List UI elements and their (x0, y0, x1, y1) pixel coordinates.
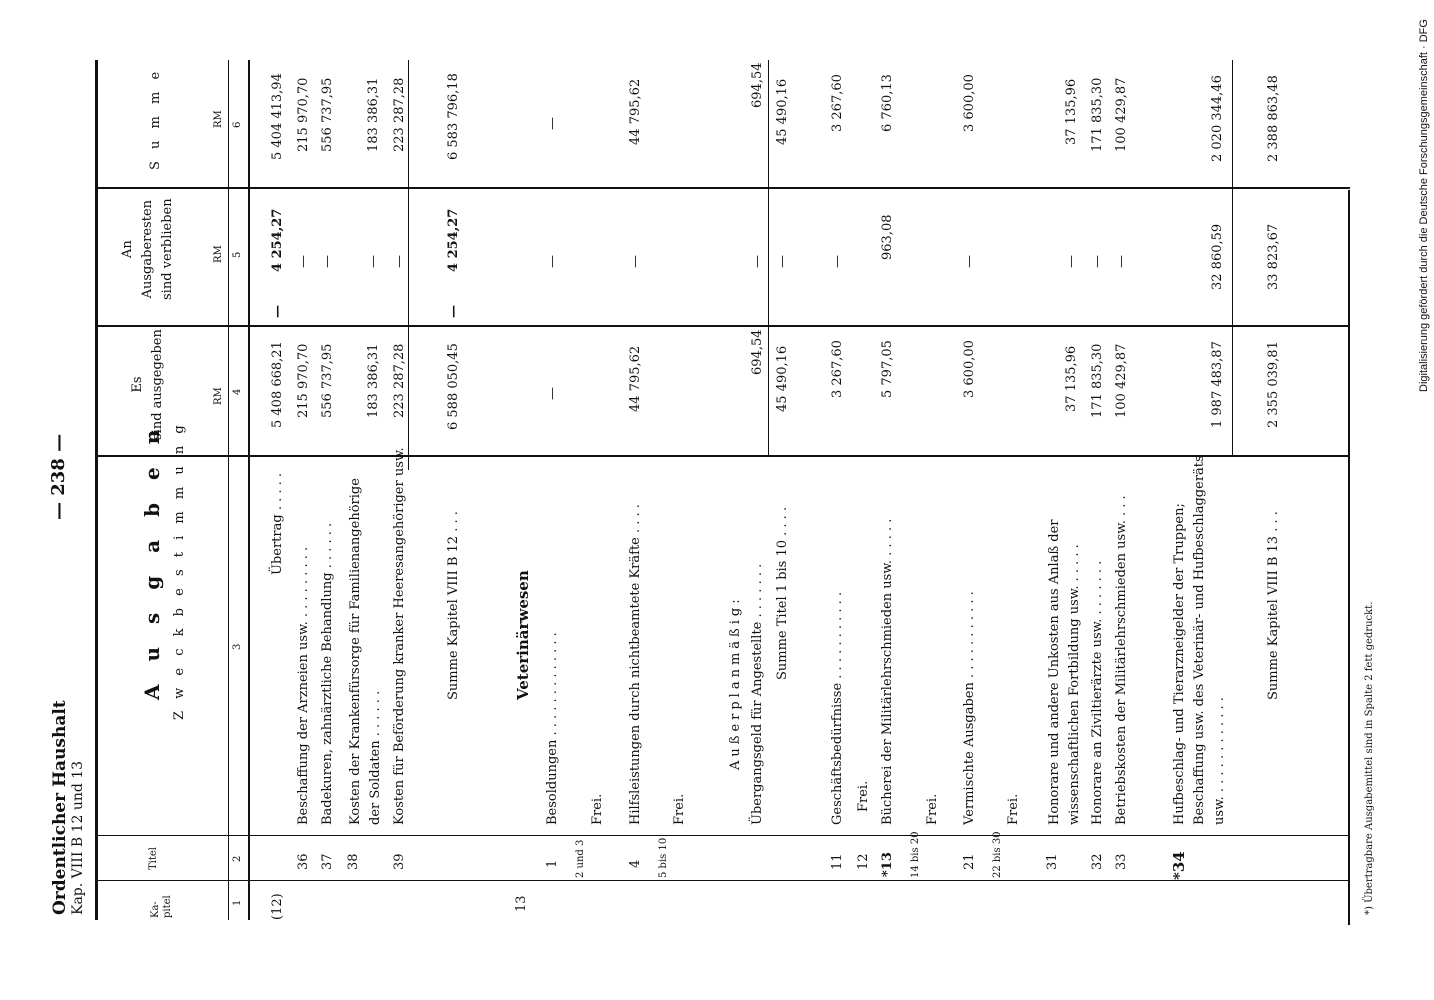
colnum-6: 6 (232, 121, 243, 128)
row-text: Vermischte Ausgaben . . . . . . . . . . . (962, 591, 977, 825)
row-c5: — (775, 255, 790, 268)
row-c4: 556 737,95 (320, 343, 335, 418)
row-c5: — (830, 255, 845, 268)
row-c4: 183 386,31 (366, 343, 381, 418)
row-text: Kosten für Beförderung kranker Heeresangehöriger usw. (392, 447, 407, 825)
row-c5: — (628, 255, 643, 268)
row-text: Beschaffung der Arzneien usw. . . . . . . . . . (296, 546, 311, 825)
digitization-note: Digitalisierung gefördert durch die Deutsche Forschungsgemeinschaft · DFG (1418, 19, 1430, 392)
row-c4: 45 490,16 (775, 345, 790, 412)
row-c6: 100 429,87 (1114, 77, 1129, 152)
row-c6: 6 583 796,18 (446, 73, 461, 160)
row-c4: 1 987 483,87 (1210, 341, 1225, 428)
footnote: *) Übertragbare Ausgabemittel sind in Spalte 2 fett gedruckt. (1364, 601, 1375, 915)
row-c5: — (392, 255, 407, 268)
row-c6: 171 835,30 (1090, 77, 1105, 152)
table-bottom-border (1348, 190, 1350, 925)
row-text: Bücherei der Militärlehrschmieden usw. . . . . . (880, 518, 895, 825)
row-text: Übergangsgeld für Angestellte . . . . . . . (750, 563, 765, 825)
row-c4: 5 408 668,21 (270, 341, 285, 428)
header-separator (248, 60, 250, 920)
sum-line-titel (768, 60, 769, 455)
row-c5: — (320, 255, 335, 268)
row-text: Übertrag . . . . . (270, 472, 285, 575)
row-c4: 44 795,62 (628, 345, 643, 412)
row-titel: 36 (296, 853, 311, 870)
row-c5: 4 254,27 (446, 208, 461, 272)
row-text: Summe Kapitel VIII B 13 . . . (1266, 511, 1281, 700)
row-titel: 5 bis 10 (658, 837, 669, 878)
unit-c5: RM (213, 245, 224, 263)
row-c6: 556 737,95 (320, 77, 335, 152)
row-c6: 44 795,62 (628, 78, 643, 145)
section-heading: Veterinärwesen (514, 570, 532, 700)
row-text: Honorare an Ziviltierärzte usw. . . . . . . . (1090, 560, 1105, 825)
row-titel: 38 (346, 853, 361, 870)
row-c6: 37 135,96 (1064, 78, 1079, 145)
row-text: Besoldungen . . . . . . . . . . . . . (545, 632, 560, 825)
row-text: Hilfsleistungen durch nichtbeamtete Kräfte . . . . (628, 504, 643, 825)
row-c5: — (1090, 255, 1105, 268)
row-c6: 694,54 (750, 62, 765, 108)
row-titel: 14 bis 20 (910, 831, 921, 878)
row-c4: 215 970,70 (296, 343, 311, 418)
row-titel: 22 bis 30 (992, 831, 1003, 878)
row-titel: 11 (830, 853, 845, 870)
col-header-kapitel: Ka- pitel (150, 895, 173, 918)
row-c4: 5 797,05 (880, 340, 895, 398)
row-c5: 963,08 (880, 214, 895, 260)
row-c6: 45 490,16 (775, 78, 790, 145)
row-text: Betriebskosten der Militärlehrschmieden usw. . . . (1114, 495, 1129, 825)
col-header-ausgegeben: Es sind ausgegeben (130, 329, 165, 440)
subsection-heading: Außerplanmäßig: (728, 595, 743, 770)
row-c5: 33 823,67 (1266, 223, 1281, 290)
row-c6: 3 267,60 (830, 74, 845, 132)
row-c6: 215 970,70 (296, 77, 311, 152)
row-titel: 2 und 3 (575, 839, 586, 878)
row-c6: 2 020 344,46 (1210, 75, 1225, 162)
row-text: Kosten der Krankenfürsorge für Familienangehörige der Soldaten . . . . . . (348, 478, 383, 825)
sum-line-12 (408, 60, 409, 470)
row-kapitel: (12) (270, 893, 285, 920)
row-c6: — (545, 117, 560, 130)
row-c6: 5 404 413,94 (270, 73, 285, 160)
row-c4: 171 835,30 (1090, 343, 1105, 418)
row-text: Honorare und andere Unkosten aus Anlaß der wissenschaftlichen Fortbildung usw. . . . . . (1047, 519, 1082, 825)
header-num-separator (228, 60, 229, 920)
row-c4: — (545, 387, 560, 400)
sum-line-13 (1232, 60, 1233, 455)
row-c4: 6 588 050,45 (446, 343, 461, 430)
row-c4: 3 267,60 (830, 340, 845, 398)
row-c5: 32 860,59 (1210, 223, 1225, 290)
col-header-titel: Titel (148, 846, 159, 870)
row-c5-dash: — (446, 305, 461, 318)
col-header-ausgaben: A u s g a b e n (140, 421, 164, 700)
row-c6: 223 287,28 (392, 77, 407, 152)
row-titel: 21 (962, 853, 977, 870)
table-top-border (95, 60, 98, 920)
row-c4: 100 429,87 (1114, 343, 1129, 418)
row-text: Frei. (925, 793, 940, 825)
page-number: — 238 — (48, 433, 69, 520)
col-header-zweck: Z w e c k b e s t i m m u n g (172, 421, 187, 720)
row-titel: 31 (1045, 853, 1060, 870)
row-c4: 2 355 039,81 (1266, 341, 1281, 428)
col-header-ausgabereste: An Ausgaberesten sind verblieben (120, 198, 175, 300)
haushalt-title: Ordentlicher Haushalt (50, 700, 70, 915)
row-c5: — (366, 255, 381, 268)
row-text: Frei. (856, 780, 871, 812)
row-c5: — (296, 255, 311, 268)
row-text: Geschäftsbedürfnisse . . . . . . . . . . . (830, 591, 845, 825)
row-titel: 37 (320, 853, 335, 870)
row-titel: 4 (628, 859, 643, 868)
row-titel: 12 (856, 853, 871, 870)
row-c6: 183 386,31 (366, 77, 381, 152)
row-c5-dash: — (270, 305, 285, 318)
colnum-4: 4 (232, 388, 243, 395)
row-text: Summe Kapitel VIII B 12 . . . (446, 511, 461, 700)
col-sep-5-6 (95, 187, 1350, 189)
row-text: Badekuren, zahnärztliche Behandlung . . . . . . (320, 522, 335, 825)
row-text: Frei. (590, 793, 605, 825)
kapitel-reference: Kap. VIII B 12 und 13 (70, 760, 86, 915)
col-header-summe: S u m m e (148, 67, 163, 170)
row-titel: 39 (392, 853, 407, 870)
colnum-5: 5 (232, 251, 243, 258)
row-c5: — (962, 255, 977, 268)
row-titel: 32 (1090, 853, 1105, 870)
row-text: Summe Titel 1 bis 10 . . . . (775, 506, 790, 680)
row-c5: — (750, 255, 765, 268)
row-c5: 4 254,27 (270, 208, 285, 272)
row-c5: — (545, 255, 560, 268)
row-titel: *13 (880, 852, 895, 877)
colnum-1: 1 (232, 899, 243, 906)
row-c5: — (1064, 255, 1079, 268)
row-c4: 3 600,00 (962, 340, 977, 398)
row-text: Hufbeschlag- und Tierarzneigelder der Truppen; Beschaffung usw. des Veterinär- und Hufbeschlaggeräts usw. . . . . . . . . . . . . (1172, 455, 1227, 825)
colnum-3: 3 (232, 643, 243, 650)
unit-c6: RM (213, 110, 224, 128)
row-titel: *34 (1170, 851, 1188, 880)
unit-c4: RM (213, 387, 224, 405)
row-titel: 33 (1114, 853, 1129, 870)
col-sep-1-2 (95, 880, 1350, 881)
col-sep-3-4 (95, 455, 1350, 457)
row-c5: — (1114, 255, 1129, 268)
colnum-2: 2 (232, 855, 243, 862)
row-text: Frei. (1006, 793, 1021, 825)
row-c6: 3 600,00 (962, 74, 977, 132)
col-sep-2-3 (95, 835, 1350, 836)
row-c4: 37 135,96 (1064, 345, 1079, 412)
col-sep-4-5 (95, 325, 1350, 327)
row-c4: 223 287,28 (392, 343, 407, 418)
row-c6: 2 388 863,48 (1266, 75, 1281, 162)
row-c6: 6 760,13 (880, 74, 895, 132)
row-c4: 694,54 (750, 329, 765, 375)
row-kapitel: 13 (514, 895, 529, 912)
row-titel: 1 (545, 859, 560, 868)
row-text: Frei. (672, 793, 687, 825)
